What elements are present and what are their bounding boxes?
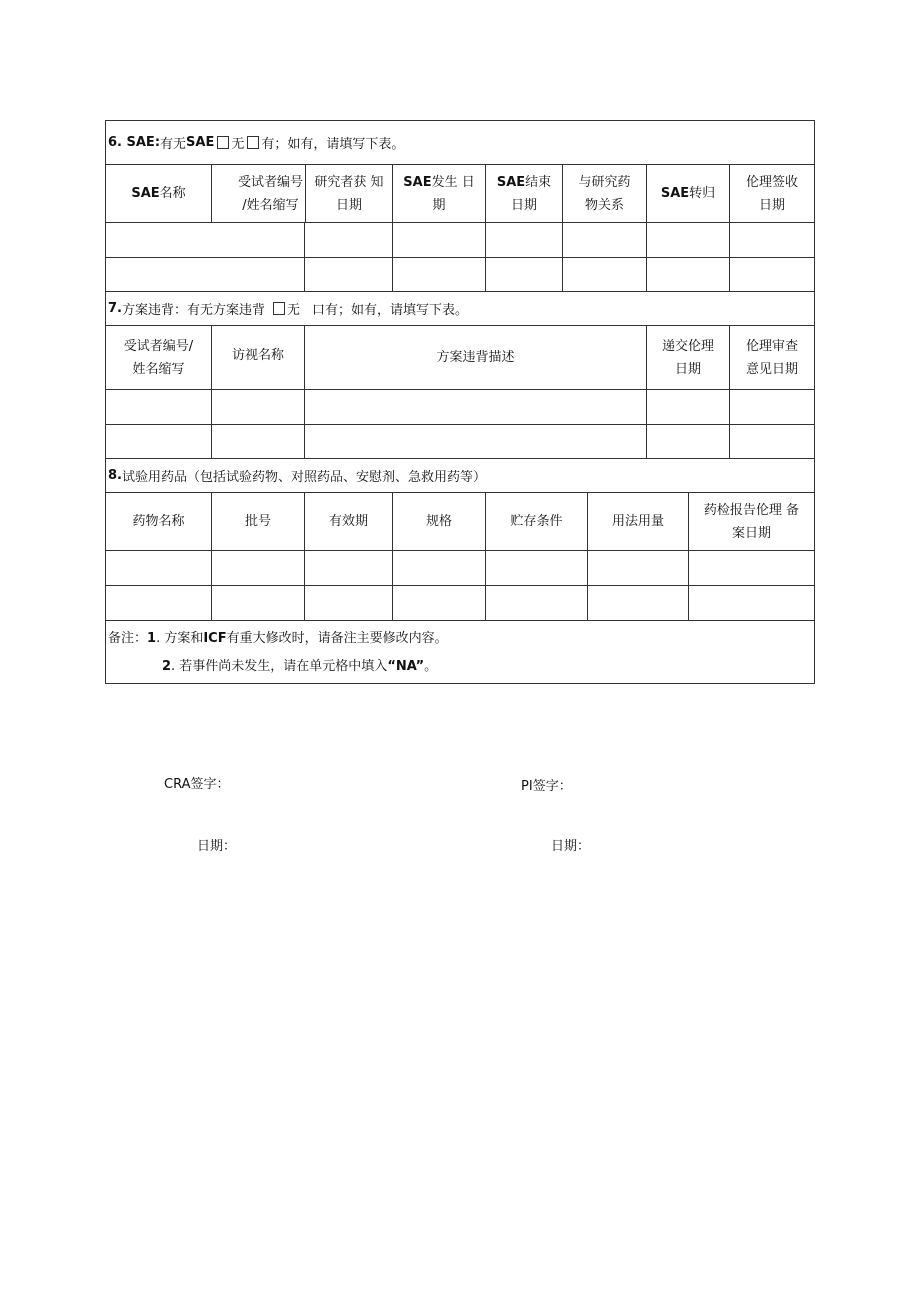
table-cell[interactable] [106,551,212,585]
pi-date[interactable] [551,835,590,854]
deviation-table-header [106,326,814,390]
table-cell[interactable] [305,425,647,458]
notes-prefix: 备注： [108,631,148,646]
table-cell[interactable] [106,390,212,424]
sae-question-prefix: 有无 [160,137,187,152]
table-cell[interactable] [305,390,647,424]
deviation-none-label: 无 [287,303,301,318]
drug-name-header-text: 药物名称 [132,514,185,529]
table-cell[interactable] [212,425,305,458]
drug-storage-header [486,493,588,550]
note-1-text-a: . 方案和 [156,631,204,646]
drug-table-row [106,551,814,586]
note-1-icf: ICF [203,631,227,646]
drug-spec-header [393,493,486,550]
deviation-yes-label: 口有；如有，请填写下表。 [312,303,469,318]
notes-block [106,621,814,683]
drug-expiry-header-text: 有效期 [328,514,368,529]
drug-section-title [108,459,486,492]
note-line-1 [108,627,448,646]
sae-outcome-header [647,165,730,222]
drug-spec-header-text: 规格 [425,514,452,529]
sae-abbrev-col1: SAE [131,186,160,201]
deviation-question-label: 方案违背：有无方案违背 [121,303,265,318]
sae-aware-date-header-text: 研究者获 知 日期 [314,174,384,213]
table-cell[interactable] [106,586,212,620]
sae-end-date-header [486,165,563,222]
sae-table-row [106,258,814,292]
drug-expiry-header [305,493,393,550]
sae-end-date-header-text: 结束 日期 [510,174,552,213]
sae-aware-date-header [305,165,393,222]
table-cell[interactable] [588,586,689,620]
drug-section-number: 8. [108,468,122,483]
deviation-section-number: 7. [108,301,122,316]
drug-dosage-header [588,493,689,550]
table-cell[interactable] [563,223,647,257]
sae-section-header [106,121,814,165]
note-2-number: 2 [162,659,172,674]
deviation-visit-name-header [212,326,305,389]
table-cell[interactable] [730,223,814,257]
table-cell[interactable] [305,223,393,257]
table-cell[interactable] [212,586,305,620]
deviation-ethics-review-header-text: 伦理审查 意见日期 [745,338,798,377]
sae-subject-id-header-text: 受试者编号 /姓名缩写 [237,174,303,213]
sae-name-header-text: 名称 [159,186,186,201]
note-2-text-a: . 若事件尚未发生，请在单元格中填入 [171,659,388,674]
table-cell[interactable] [730,390,814,424]
drug-dosage-header-text: 用法用量 [611,514,664,529]
table-cell[interactable] [486,551,588,585]
pi-date-label: 日期： [551,839,591,854]
sae-table-row [106,223,814,258]
sae-yes-label: 有；如有，请填写下表。 [261,137,405,152]
note-2-text-b: 。 [424,659,438,674]
table-cell[interactable] [212,390,305,424]
drug-batch-header-text: 批号 [244,514,271,529]
deviation-visit-name-header-text: 访视名称 [231,348,284,363]
table-cell[interactable] [563,258,647,291]
table-cell[interactable] [486,223,563,257]
note-1-number: 1 [147,631,157,646]
deviation-none-checkbox[interactable] [273,302,285,315]
table-cell[interactable] [689,551,814,585]
drug-storage-header-text: 贮存条件 [510,514,563,529]
drug-batch-header [212,493,305,550]
sae-onset-date-header-text: 发生 日 期 [431,174,475,213]
table-cell[interactable] [393,258,486,291]
drug-table-header [106,493,814,551]
sae-none-checkbox[interactable] [217,136,229,149]
sae-abbrev: SAE [186,135,215,150]
table-cell[interactable] [588,551,689,585]
deviation-description-header-text: 方案违背描述 [436,350,515,365]
deviation-table-row [106,390,814,425]
deviation-submit-ethics-header-text: 递交伦理 日期 [661,338,714,377]
table-cell[interactable] [647,425,730,458]
table-cell[interactable] [305,551,393,585]
pi-signature[interactable] [521,775,572,794]
sae-onset-date-header [393,165,486,222]
deviation-description-header [305,326,647,389]
cra-signature-label: 签字： [190,777,230,792]
drug-name-header [106,493,212,550]
table-cell[interactable] [647,258,730,291]
deviation-section-header [106,292,814,326]
report-form-table [105,120,815,684]
cra-label: CRA [164,777,191,792]
sae-outcome-header-text: 转归 [689,186,716,201]
drug-section-label: 试验用药品（包括试验药物、对照药品、安慰剂、急救用药等） [121,470,486,485]
sae-drug-relation-header-text: 与研究药 物关系 [578,174,631,213]
table-cell[interactable] [393,586,486,620]
table-cell[interactable] [730,425,814,458]
sae-table-header [106,165,814,223]
table-cell[interactable] [305,586,393,620]
drug-report-ethics-header-text: 药检报告伦理 备 案日期 [703,502,800,541]
sae-drug-relation-header [563,165,647,222]
cra-date[interactable] [197,835,236,854]
deviation-question [108,292,468,325]
table-cell[interactable] [730,258,814,291]
cra-signature[interactable] [164,773,230,792]
pi-signature-label: 签字： [532,779,572,794]
pi-label: PI [521,779,533,794]
table-cell[interactable] [106,223,305,257]
table-cell[interactable] [486,586,588,620]
table-cell[interactable] [393,551,486,585]
deviation-ethics-review-header [730,326,814,389]
table-cell[interactable] [305,258,393,291]
sae-subject-id-header [212,165,305,222]
sae-ethics-receipt-header-text: 伦理签收 日期 [745,174,798,213]
table-cell[interactable] [212,551,305,585]
sae-none-label: 无 [231,137,245,152]
sae-section-number: 6. SAE: [108,135,161,150]
table-cell[interactable] [106,425,212,458]
note-line-2 [162,655,437,674]
drug-table-row [106,586,814,621]
sae-name-header [106,165,212,222]
note-1-text-b: 有重大修改时，请备注主要修改内容。 [226,631,448,646]
table-cell[interactable] [647,223,730,257]
sae-abbrev-col7: SAE [660,186,690,201]
deviation-table-row [106,425,814,459]
sae-question [108,121,404,164]
table-cell[interactable] [689,586,814,620]
deviation-subject-id-header-text: 受试者编号/ 姓名缩写 [123,338,194,377]
cra-date-label: 日期： [197,839,237,854]
drug-section-header [106,459,814,493]
table-cell[interactable] [393,223,486,257]
deviation-submit-ethics-header [647,326,730,389]
table-cell[interactable] [647,390,730,424]
note-2-na: “NA” [387,659,425,674]
sae-abbrev-col5: SAE [496,174,526,190]
drug-report-ethics-header [689,493,814,550]
table-cell[interactable] [486,258,563,291]
sae-ethics-receipt-header [730,165,814,222]
table-cell[interactable] [106,258,305,291]
sae-abbrev-col4: SAE [403,174,432,190]
deviation-subject-id-header [106,326,212,389]
sae-yes-checkbox[interactable] [247,136,259,149]
